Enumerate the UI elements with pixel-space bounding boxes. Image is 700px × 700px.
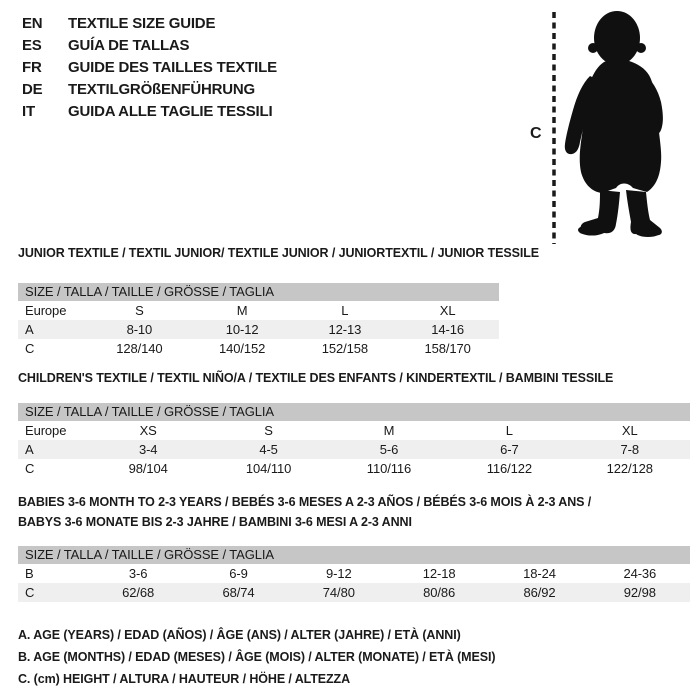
row-label: C — [25, 341, 35, 356]
language-row — [22, 13, 277, 35]
table-cell: 110/116 — [366, 461, 412, 476]
language-list — [22, 13, 277, 123]
table-cell: 158/170 — [424, 341, 471, 356]
table-cell: 140/152 — [218, 341, 266, 356]
table-title-wrap — [18, 371, 690, 386]
table-cell: 10-12 — [225, 322, 259, 337]
table-cell: S — [264, 423, 273, 438]
table-cell: L — [505, 423, 513, 438]
table-cell: 24-36 — [623, 566, 657, 581]
table-cell: 104/110 — [245, 461, 292, 476]
size-header-bar: SIZE / TALLA / TAILLE / GRÖSSE / TAGLIA — [18, 283, 499, 301]
table-title-line2: BABYS 3-6 MONATE BIS 2-3 JAHRE / BAMBINI 3-6 MESI A 2-3 ANNI — [18, 515, 412, 529]
table-cell: 5-6 — [379, 442, 399, 457]
language-label: GUIDA ALLE TAGLIE TESSILI — [68, 103, 273, 120]
table-cell: 98/104 — [128, 461, 168, 476]
language-label: GUÍA DE TALLAS — [68, 37, 190, 54]
footnote-a: A. AGE (YEARS) / EDAD (AÑOS) / ÂGE (ANS) / ALTER (JAHRE) / ETÀ (ANNI) — [18, 628, 461, 642]
childrens-textile-section — [18, 371, 690, 478]
table-row — [18, 320, 499, 339]
table-cell: 8-10 — [126, 322, 153, 337]
table-cell: 3-4 — [138, 442, 158, 457]
row-label: A — [25, 442, 34, 457]
height-measure-label: C — [530, 125, 542, 142]
table-cell: 122/128 — [606, 461, 653, 476]
table-cell: 152/158 — [321, 341, 369, 356]
table-cell: 3-6 — [128, 566, 148, 581]
size-header-bar: SIZE / TALLA / TAILLE / GRÖSSE / TAGLIA — [18, 403, 690, 421]
table-row — [18, 440, 690, 459]
footnote-c: C. (cm) HEIGHT / ALTURA / HAUTEUR / HÖHE / ALTEZZA — [18, 672, 351, 686]
table-cell: XL — [621, 423, 638, 438]
table-cell: 12-13 — [328, 322, 362, 337]
row-label: C — [25, 461, 35, 476]
table-cell: M — [383, 423, 395, 438]
table-cell: 18-24 — [523, 566, 556, 581]
language-label: GUIDE DES TAILLES TEXTILE — [68, 59, 277, 76]
table-title: JUNIOR TEXTILE / TEXTIL JUNIOR/ TEXTILE JUNIOR / JUNIORTEXTIL / JUNIOR TESSILE — [18, 246, 539, 260]
table-cell: XL — [439, 303, 456, 318]
table-title-wrap — [18, 246, 539, 261]
row-label: B — [25, 566, 34, 581]
row-label: Europe — [25, 303, 67, 318]
language-row — [22, 57, 277, 79]
babies-textile-section — [18, 492, 690, 602]
size-header-bar: SIZE / TALLA / TAILLE / GRÖSSE / TAGLIA — [18, 546, 690, 564]
junior-size-table — [18, 301, 499, 358]
table-cell: 14-16 — [431, 322, 464, 337]
table-cell: 68/74 — [222, 585, 255, 600]
table-cell: 9-12 — [326, 566, 352, 581]
table-cell: L — [341, 303, 349, 318]
babies-size-table — [18, 564, 690, 602]
table-cell: M — [236, 303, 248, 318]
language-code: EN — [22, 15, 43, 32]
table-row — [18, 339, 499, 358]
table-title-wrap — [18, 492, 690, 532]
table-row — [18, 583, 690, 602]
table-cell: 128/140 — [116, 341, 163, 356]
language-label: TEXTILE SIZE GUIDE — [68, 15, 216, 32]
table-cell: 7-8 — [620, 442, 640, 457]
table-cell: 80/86 — [423, 585, 456, 600]
table-cell: 86/92 — [523, 585, 556, 600]
toddler-figure-svg — [520, 4, 700, 250]
table-cell: 74/80 — [322, 585, 355, 600]
table-cell: 92/98 — [623, 585, 656, 600]
row-label: A — [25, 322, 34, 337]
table-title: CHILDREN'S TEXTILE / TEXTIL NIÑO/A / TEXTILE DES ENFANTS / KINDERTEXTIL / BAMBINI TESSILE — [18, 371, 614, 385]
language-code: DE — [22, 81, 43, 98]
table-cell: 6-7 — [500, 442, 519, 457]
row-label: C — [25, 585, 35, 600]
childrens-size-table — [18, 421, 690, 478]
language-label: TEXTILGRÖßENFÜHRUNG — [68, 81, 256, 98]
table-cell: 4-5 — [259, 442, 278, 457]
table-cell: 6-9 — [229, 566, 248, 581]
language-code: ES — [22, 37, 42, 54]
table-cell: 12-18 — [422, 566, 456, 581]
table-row — [18, 421, 690, 440]
language-row — [22, 35, 277, 57]
table-title: BABIES 3-6 MONTH TO 2-3 YEARS / BEBÉS 3-6 MESES A 2-3 AÑOS / BÉBÉS 3-6 MOIS À 2-3 ANS / — [18, 495, 592, 509]
footnotes — [18, 624, 495, 690]
language-code: FR — [22, 59, 42, 76]
toddler-figure — [520, 4, 700, 250]
footnote-b: B. AGE (MONTHS) / EDAD (MESES) / ÂGE (MOIS) / ALTER (MONATE) / ETÀ (MESI) — [18, 650, 496, 664]
toddler-silhouette — [565, 11, 663, 237]
table-row — [18, 564, 690, 583]
junior-textile-section — [18, 246, 539, 358]
language-code: IT — [22, 103, 35, 120]
row-label: Europe — [25, 423, 67, 438]
table-cell: XS — [139, 423, 157, 438]
table-row — [18, 459, 690, 478]
table-cell: S — [135, 303, 144, 318]
table-cell: 62/68 — [122, 585, 155, 600]
table-cell: 116/122 — [486, 461, 533, 476]
table-row — [18, 301, 499, 320]
language-row — [22, 79, 277, 101]
language-row — [22, 101, 277, 123]
